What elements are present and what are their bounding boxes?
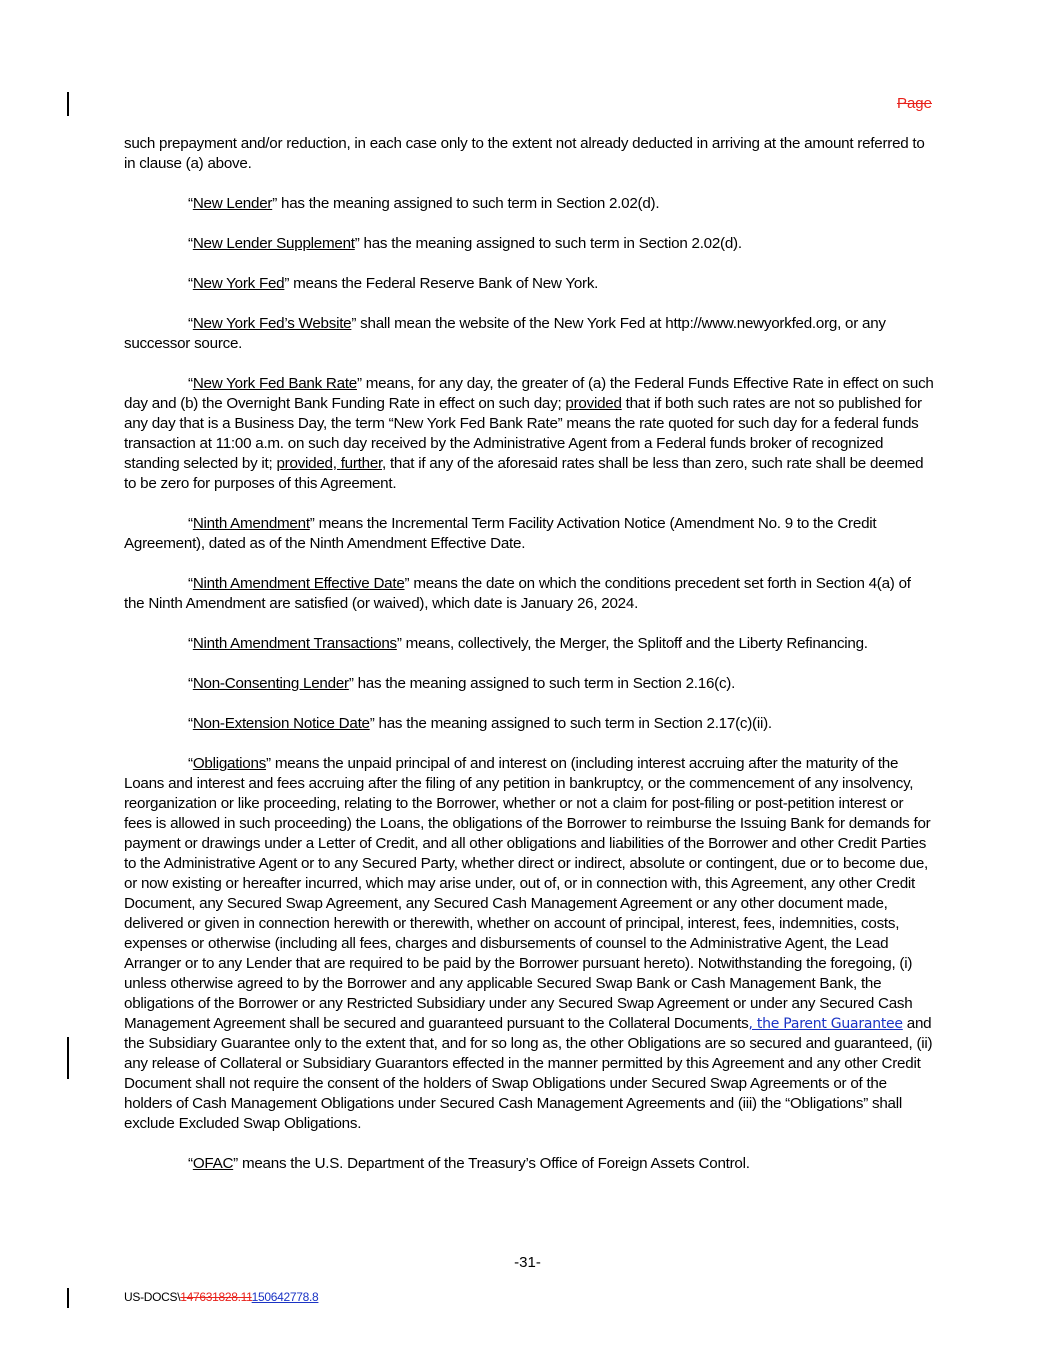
defined-term: Ninth Amendment [192,515,310,532]
definition-text: has the meaning assigned to such term in Section 2.02(d). [277,195,660,212]
definition-new-york-fed-website: “New York Fed’s Website” shall mean the website of the New York Fed at http://www.newyorkfed.org, or any successor source. [124,315,886,352]
change-bar-obligations [67,1037,69,1079]
inserted-text: , the Parent Guarantee [748,1016,903,1032]
provided-term: provided, [276,455,341,472]
definition-text: means the Incremental Term Facility Activation Notice (Amendment No. 9 to the Credit Agreement), dated as of the Ninth Amendment Effective Date. [124,515,877,552]
definition-text: that if both such rates are not so published for any day that is a Business Day, the term “New York Fed Bank Rate” means the rate quoted for such day for a federal funds transaction at 11:00 a.m. on such day received by the Administrative Agent from a Federal funds broker of recognized standing selected by it; [124,395,922,472]
definition-text: means the U.S. Department of the Treasury’s Office of Foreign Assets Control. [237,1155,750,1172]
definition-ninth-amendment: “Ninth Amendment” means the Incremental Term Facility Activation Notice (Amendment No. 9 to the Credit Agreement), dated as of the Ninth Amendment Effective Date. [124,515,877,552]
definition-text: has the meaning assigned to such term in Section 2.17(c)(ii). [374,715,772,732]
definition-text: means the unpaid principal of and interest on (including interest accruing after the maturity of the Loans and interest and fees accruing after the filing of any petition in bankruptcy, or the commencement of any insolvency, reorganization or like proceeding, relating to the Borrower, whether or not a claim for post-filing or post-petition interest or fees is allowed in such proceeding) the Loans, the obligations of the Borrower to reimburse the Issuing Bank for demands for payment or drawings under a Letter of Credit, and all other obligations and liabilities of the Borrower and other Credit Parties to the Administrative Agent or to any Secured Party, whether direct or indirect, absolute or contingent, due or to become due, or now existing or hereafter incurred, which may arise under, out of, or in connection with, this Agreement, any other Credit Document, any Secured Swap Agreement, any Secured Cash Management Agreement or any other document made, delivered or given in connection herewith or therewith, whether on account of principal, interest, fees, indemnities, costs, expenses or otherwise (including all fees, charges and disbursements of counsel to the Administrative Agent, the Lead Arranger or to any Lender that are required to be paid by the Borrower pursuant hereto). Notwithstanding the foregoing, (i) unless otherwise agreed to by the Borrower and any applicable Secured Swap Bank or Cash Management Bank, the obligations of the Borrower or any Restricted Subsidiary under any Secured Swap Agreement or under any Secured Cash Management Agreement shall be secured and guaranteed pursuant to the Collateral Documents [124,755,931,1032]
definition-text: and the Subsidiary Guarantee only to the extent that, and for so long as, the other Obligations are so secured and guaranteed, (ii) any release of Collateral or Subsidiary Guarantors effected in the manner permitted by this Agreement and any other Credit Document shall not require the consent of the holders of Swap Obligations under Secured Swap Agreements or of the holders of Cash Management Obligations under Secured Cash Management Agreements and (iii) the “Obligations” shall exclude Excluded Swap Obligations. [124,1015,933,1132]
further-term: further [340,455,382,472]
defined-term: Non-Consenting Lender [192,675,349,692]
definition-text: means the date on which the conditions precedent set forth in Section 4(a) of the Ninth Amendment are satisfied (or waived), which date is January 26, 2024. [124,575,911,612]
definition-ofac: “OFAC” means the U.S. Department of the Treasury’s Office of Foreign Assets Control. [188,1155,750,1172]
definition-new-lender-supplement: “New Lender Supplement” has the meaning assigned to such term in Section 2.02(d). [188,235,742,252]
definition-text: means, collectively, the Merger, the Splitoff and the Liberty Refinancing. [401,635,868,652]
change-bar-footer [67,1288,69,1308]
defined-term: New Lender Supplement [192,235,355,252]
document-id [124,1290,318,1304]
definition-new-york-fed: “New York Fed” means the Federal Reserve Bank of New York. [188,275,599,292]
definition-text: , that if any of the aforesaid rates shall be less than zero, such rate shall be deemed to be zero for purposes of this Agreement. [124,455,924,492]
definition-non-extension-notice-date: “Non-Extension Notice Date” has the meaning assigned to such term in Section 2.17(c)(ii). [188,715,772,732]
defined-term: OFAC [192,1155,234,1172]
definition-non-consenting-lender: “Non-Consenting Lender” has the meaning assigned to such term in Section 2.16(c). [188,675,736,692]
defined-term: Ninth Amendment Transactions [192,635,397,652]
doc-id-deleted: 147631828.11 [180,1290,252,1304]
definition-new-lender: “New Lender” has the meaning assigned to such term in Section 2.02(d). [188,195,660,212]
definition-text: means, for any day, the greater of (a) the Federal Funds Effective Rate in effect on such day and (b) the Overnight Bank Funding Rate in effect on such day; [124,375,934,412]
defined-term: Ninth Amendment Effective Date [192,575,405,592]
defined-term: New York Fed’s Website [192,315,352,332]
defined-term: New York Fed Bank Rate [192,375,357,392]
definition-text: shall mean the website of the New York Fed at http://www.newyorkfed.org, or any successor source. [124,315,886,352]
definition-ninth-amendment-transactions: “Ninth Amendment Transactions” means, collectively, the Merger, the Splitoff and the Liberty Refinancing. [188,635,868,652]
defined-term: Obligations [192,755,267,772]
change-bar-top [67,92,69,116]
provided-term: provided [565,395,622,412]
doc-id-inserted: 150642778.8 [251,1290,319,1304]
definition-text: has the meaning assigned to such term in Section 2.02(d). [359,235,742,252]
definition-obligations: “Obligations” means the unpaid principal of and interest on (including interest accruing after the maturity of the Loans and interest and fees accruing after the filing of any petition in bankruptcy, or the commencement of any insolvency, reorganization or like proceeding, relating to the Borrower, whether or not a claim for post-filing or post-petition interest or fees is allowed in such proceeding) the Loans, the obligations of the Borrower to reimburse the Issuing Bank for demands for payment or drawings under a Letter of Credit, and all other obligations and liabilities of the Borrower and other Credit Parties to the Administrative Agent or to any Secured Party, whether direct or indirect, absolute or contingent, due or to become due, or now existing or hereafter incurred, which may arise under, out of, or in connection with, this Agreement, any other Credit Document, any Secured Swap Agreement, any Secured Cash Management Agreement or any other document made, delivered or given in connection herewith or therewith, whether on account of principal, interest, fees, indemnities, costs, expenses or otherwise (including all fees, charges and disbursements of counsel to the Administrative Agent, the Lead Arranger or to any Lender that are required to be paid by the Borrower pursuant hereto). Notwithstanding the foregoing, (i) unless otherwise agreed to by the Borrower and any applicable Secured Swap Bank or Cash Management Bank, the obligations of the Borrower or any Restricted Subsidiary under any Secured Swap Agreement or under any Secured Cash Management Agreement shall be secured and guaranteed pursuant to the Collateral Documents, the Parent Guarantee and the Subsidiary Guarantee only to the extent that, and for so long as, the other Obligations are so secured and guaranteed, (ii) any release of Collateral or Subsidiary Guarantors effected in the manner permitted by this Agreement and any other Credit Document shall not require the consent of the holders of Swap Obligations under Secured Swap Agreements or of the holders of Cash Management Obligations under Secured Cash Management Agreements and (iii) the “Obligations” shall exclude Excluded Swap Obligations. [124,755,933,1132]
definition-new-york-fed-bank-rate: “New York Fed Bank Rate” means, for any day, the greater of (a) the Federal Funds Effective Rate in effect on such day and (b) the Overnight Bank Funding Rate in effect on such day; provided that if both such rates are not so published for any day that is a Business Day, the term “New York Fed Bank Rate” means the rate quoted for such day for a federal funds transaction at 11:00 a.m. on such day received by the Administrative Agent from a Federal funds broker of recognized standing selected by it; provided, further, that if any of the aforesaid rates shall be less than zero, such rate shall be deemed to be zero for purposes of this Agreement. [124,375,934,492]
defined-term: Non-Extension Notice Date [192,715,370,732]
document-body [124,134,934,1194]
definition-text: has the meaning assigned to such term in Section 2.16(c). [353,675,736,692]
page-header-label: Page [896,95,932,112]
page-number: -31- [514,1254,541,1271]
defined-term: New Lender [192,195,273,212]
definition-ninth-amendment-effective-date: “Ninth Amendment Effective Date” means the date on which the conditions precedent set forth in Section 4(a) of the Ninth Amendment are satisfied (or waived), which date is January 26, 2024. [124,575,911,612]
paragraph-continuation: such prepayment and/or reduction, in each case only to the extent not already deducted in arriving at the amount referred to in clause (a) above. [124,135,925,172]
defined-term: New York Fed [192,275,285,292]
definition-text: means the Federal Reserve Bank of New York. [289,275,599,292]
doc-id-prefix: US-DOCS\ [124,1290,181,1304]
